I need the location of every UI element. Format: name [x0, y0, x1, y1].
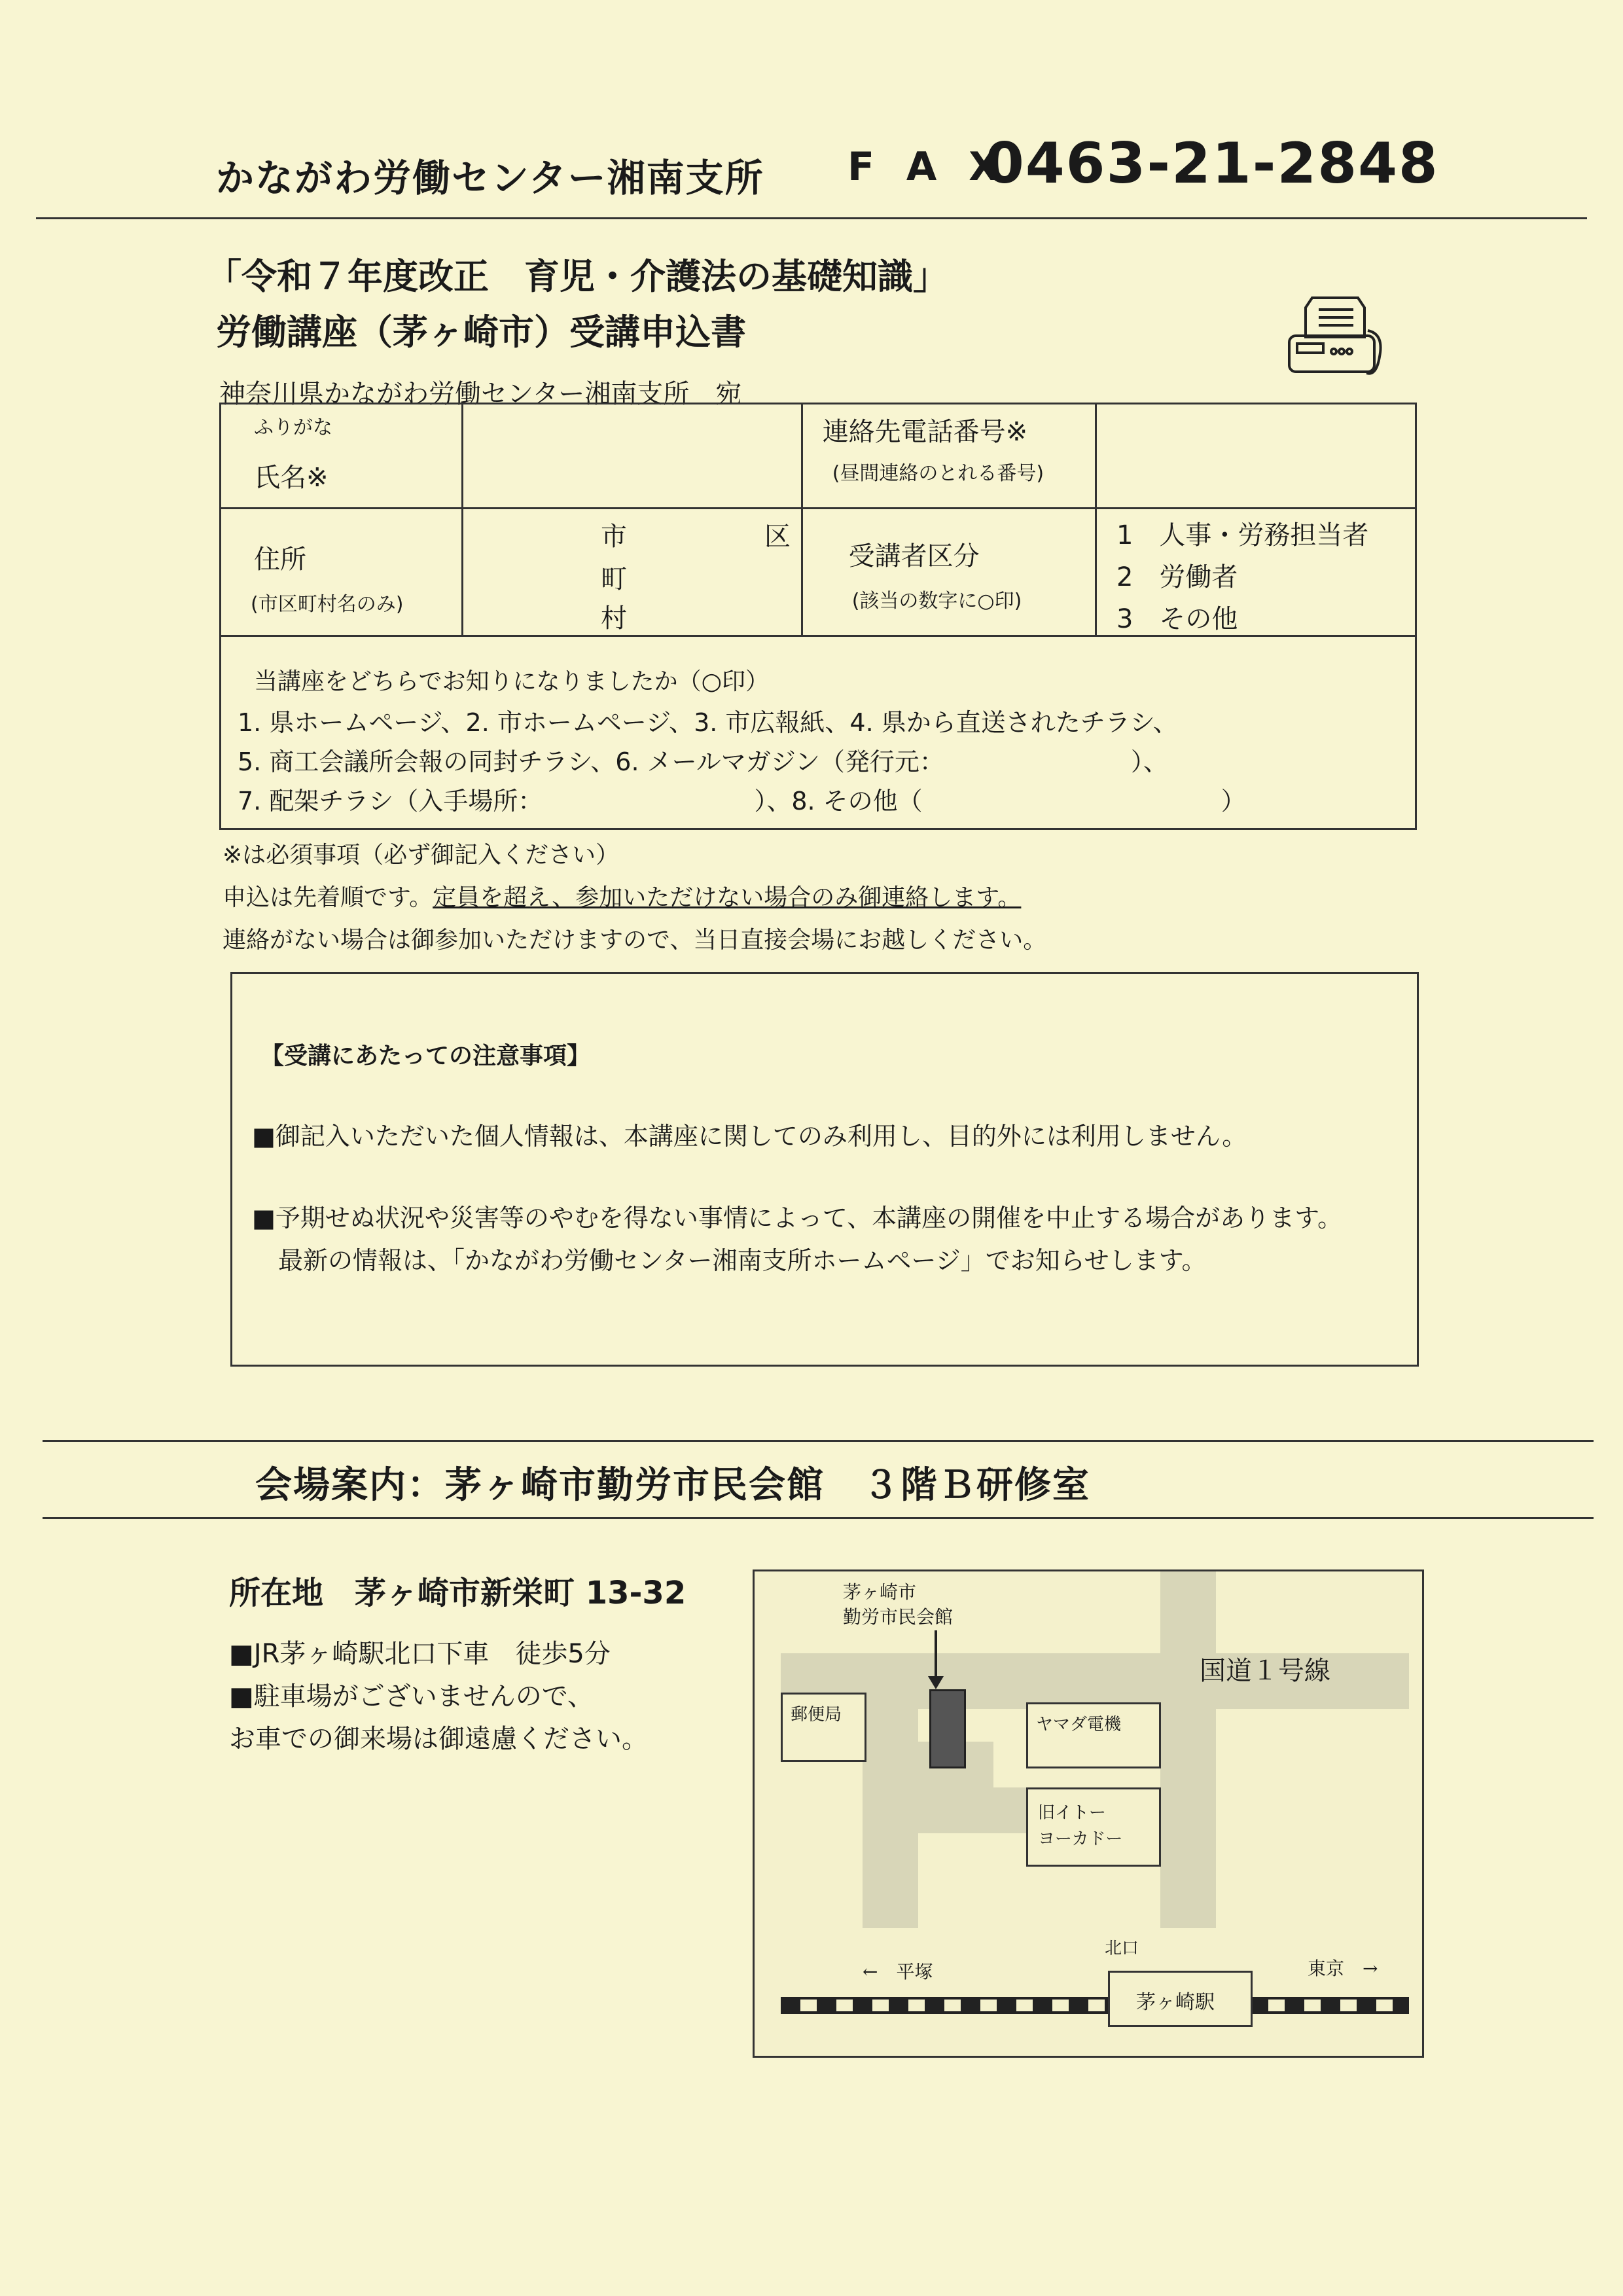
- map-hiratsuka-direction: ← 平塚: [863, 1961, 933, 1982]
- venue-title: 会場案内：茅ヶ崎市勤労市民会館 ３階Ｂ研修室: [255, 1464, 1090, 1507]
- map-road-vertical-right: [1160, 1571, 1216, 1928]
- category-option-1[interactable]: 1 人事・労務担当者: [1116, 520, 1369, 550]
- city-unit-machi: 町: [600, 564, 627, 594]
- caution-title: 【受講にあたっての注意事項】: [260, 1043, 591, 1069]
- category-label-cell: [802, 509, 1096, 636]
- contact-only-note: 定員を超え、参加いただけない場合のみ御連絡します。: [433, 884, 1022, 911]
- map-venue-pointer: [935, 1630, 937, 1683]
- category-option-3[interactable]: 3 その他: [1116, 604, 1238, 634]
- form-subtitle: 労働講座（茅ヶ崎市）受講申込書: [216, 312, 746, 353]
- city-unit-shi: 市: [600, 522, 627, 552]
- caution-item-privacy: ■御記入いただいた個人情報は、本講座に関してのみ利用し、目的外には利用しません。: [252, 1122, 1247, 1151]
- map-venue-building: [929, 1689, 966, 1768]
- map-ito-label-line2: ヨーカドー: [1038, 1829, 1123, 1849]
- required-note: ※は必須事項（必ず御記入ください）: [223, 842, 620, 869]
- phone-note: (昼間連絡のとれる番号): [832, 462, 1044, 485]
- source-options-line3[interactable]: 7. 配架チラシ（入手場所： ）、8. その他（ ）: [238, 787, 1246, 816]
- fax-machine-icon: [1276, 291, 1394, 389]
- application-form: [219, 403, 1417, 830]
- map-former-ito-yokado: [1026, 1787, 1161, 1867]
- access-parking-note: お車での御来場は御遠慮ください。: [229, 1724, 648, 1754]
- map-post-office: [781, 1693, 866, 1762]
- phone-input-cell[interactable]: [1096, 404, 1416, 509]
- source-options-line2[interactable]: 5. 商工会議所会報の同封チラシ、6. メールマガジン（発行元： ）、: [238, 747, 1168, 776]
- map-venue-label-line2: 勤労市民会館: [843, 1606, 954, 1628]
- address-label-cell: [221, 509, 463, 636]
- venue-location: 所在地 茅ヶ崎市新栄町 13-32: [229, 1575, 687, 1611]
- category-note: (該当の数字に○印): [851, 590, 1022, 613]
- venue-map: [753, 1570, 1424, 2058]
- map-north-exit: 北口: [1105, 1939, 1139, 1958]
- name-input-cell[interactable]: [462, 404, 802, 509]
- map-chigasaki-station: [1108, 1971, 1253, 2027]
- map-route1-label: 国道１号線: [1200, 1656, 1330, 1686]
- no-contact-note: 連絡がない場合は御参加いただけますので、当日直接会場にお越しください。: [223, 927, 1047, 954]
- furigana-label: ふりがな: [254, 416, 332, 439]
- source-options-line1[interactable]: 1. 県ホームページ、2. 市ホームページ、3. 市広報紙、4. 県から直送されたチラシ、: [238, 708, 1178, 737]
- category-option-2[interactable]: 2 労働者: [1116, 562, 1238, 592]
- first-come-text: 申込は先着順です。: [223, 884, 433, 911]
- arrow-down-icon: [928, 1676, 944, 1689]
- category-options-cell[interactable]: [1096, 509, 1416, 636]
- source-question: 当講座をどちらでお知りになりましたか（○印）: [254, 668, 770, 695]
- venue-top-divider: [43, 1440, 1594, 1442]
- map-yamada-denki: [1026, 1702, 1161, 1768]
- header-title: かながわ労働センター湘南支所: [216, 156, 764, 200]
- venue-bottom-divider: [43, 1517, 1594, 1519]
- fax-number: 0463-21-2848: [985, 131, 1439, 196]
- access-station: ■JR茅ヶ崎駅北口下車 徒歩5分: [229, 1639, 611, 1669]
- caution-item-homepage: 最新の情報は、「かながわ労働センター湘南支所ホームページ」でお知らせします。: [278, 1246, 1207, 1275]
- map-post-office-label: 郵便局: [791, 1705, 842, 1725]
- address-label: 住所: [254, 545, 306, 575]
- caution-box: [230, 972, 1419, 1367]
- map-tokyo-direction: 東京 →: [1308, 1958, 1378, 1979]
- city-unit-mura: 村: [600, 603, 627, 634]
- phone-label: 連絡先電話番号※: [822, 417, 1028, 447]
- first-come-note: [223, 879, 1021, 912]
- address-input-cell[interactable]: [462, 509, 802, 636]
- map-railway: [781, 1997, 1409, 2014]
- name-label-cell: [221, 404, 463, 509]
- access-parking: ■駐車場がございませんので、: [229, 1681, 594, 1712]
- form-title: 「令和７年度改正 育児・介護法の基礎知識」: [206, 256, 948, 297]
- map-venue-label-line1: 茅ヶ崎市: [843, 1581, 917, 1603]
- phone-label-cell: [802, 404, 1096, 509]
- header-divider: [36, 217, 1587, 219]
- category-label: 受講者区分: [848, 541, 980, 571]
- map-station-label: 茅ヶ崎駅: [1136, 1991, 1215, 2014]
- addressee: 神奈川県かながわ労働センター湘南支所 宛: [219, 379, 742, 409]
- city-unit-ku: 区: [764, 522, 791, 552]
- caution-item-cancellation: ■予期せぬ状況や災害等のやむを得ない事情によって、本講座の開催を中止する場合があります。: [252, 1204, 1343, 1232]
- map-ito-label-line1: 旧イトー: [1038, 1803, 1107, 1823]
- map-yamada-label: ヤマダ電機: [1036, 1715, 1122, 1734]
- fax-label: F A X: [847, 144, 1008, 190]
- source-question-cell: [221, 636, 1416, 829]
- address-note: (市区町村名のみ): [251, 593, 404, 616]
- name-label: 氏名※: [254, 463, 329, 493]
